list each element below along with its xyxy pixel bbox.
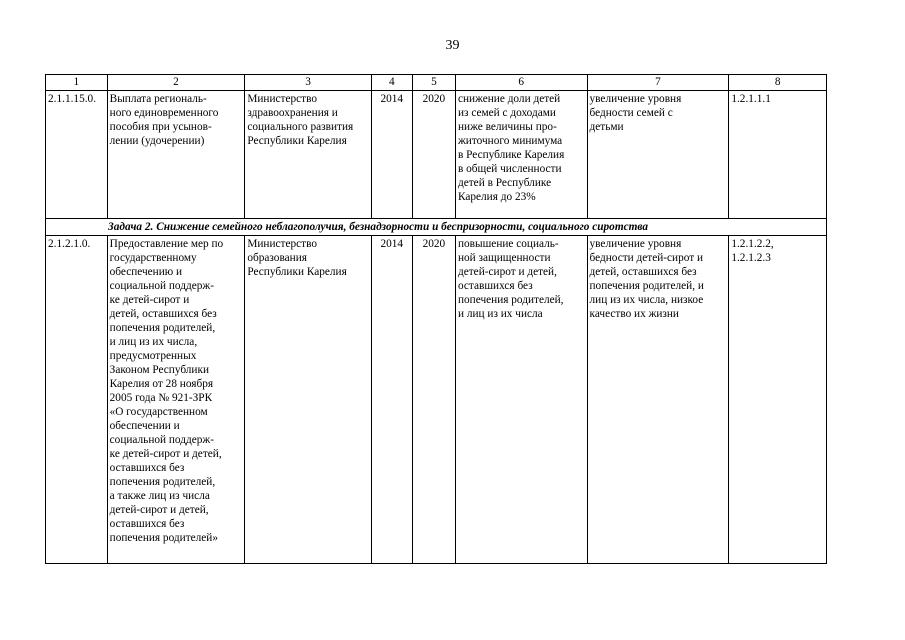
header-cell: 4 <box>371 75 412 91</box>
header-cell: 1 <box>46 75 108 91</box>
measure-code: 2.1.2.1.0. <box>46 236 108 564</box>
section-row <box>46 219 827 236</box>
measure-name: Предоставление мер по государственному обеспечению и социальной поддерж- ке детей-сирот и детей, оставшихся без попечения родителей, и лиц из их числа, предусмотренных Законом Республики Карелия от 28 ноября 2005 года № 921-ЗРК «О государственном обеспечении и социальной поддерж- ке детей-сирот и детей, оставшихся без попечения родителей, а также лиц из числа детей-сирот и детей, оставшихся без попечения родителей» <box>107 236 245 564</box>
header-cell: 2 <box>107 75 245 91</box>
table-row <box>46 236 827 564</box>
header-cell: 6 <box>455 75 587 91</box>
measures-table <box>45 74 827 564</box>
page-number: 39 <box>445 38 460 53</box>
section-title: Задача 2. Снижение семейного неблагополучия, безнадзорности и беспризорности, социального сиротства <box>46 219 827 236</box>
consequences: увеличение уровня бедности семей с детьми <box>587 91 729 219</box>
executor: Министерство образования Республики Карелия <box>245 236 371 564</box>
expected-result: снижение доли детей из семей с доходами ниже величины про- житочного минимума в Республике Карелия в общей численности детей в Республике Карелия до 23% <box>455 91 587 219</box>
header-cell: 7 <box>587 75 729 91</box>
header-cell: 3 <box>245 75 371 91</box>
measure-name: Выплата региональ- ного единовременного пособия при усынов- лении (удочерении) <box>107 91 245 219</box>
measure-code: 2.1.1.15.0. <box>46 91 108 219</box>
start-year: 2014 <box>371 236 412 564</box>
end-year: 2020 <box>412 236 455 564</box>
header-cell: 5 <box>412 75 455 91</box>
executor: Министерство здравоохранения и социального развития Республики Карелия <box>245 91 371 219</box>
start-year: 2014 <box>371 91 412 219</box>
table-header-row <box>46 75 827 91</box>
consequences: увеличение уровня бедности детей-сирот и детей, оставшихся без попечения родителей, и лиц из их числа, низкое качество их жизни <box>587 236 729 564</box>
table-row <box>46 91 827 219</box>
header-cell: 8 <box>729 75 827 91</box>
indicator-link: 1.2.1.1.1 <box>729 91 827 219</box>
indicator-link: 1.2.1.2.2, 1.2.1.2.3 <box>729 236 827 564</box>
expected-result: повышение социаль- ной защищенности детей-сирот и детей, оставшихся без попечения родителей, и лиц из их числа <box>455 236 587 564</box>
end-year: 2020 <box>412 91 455 219</box>
